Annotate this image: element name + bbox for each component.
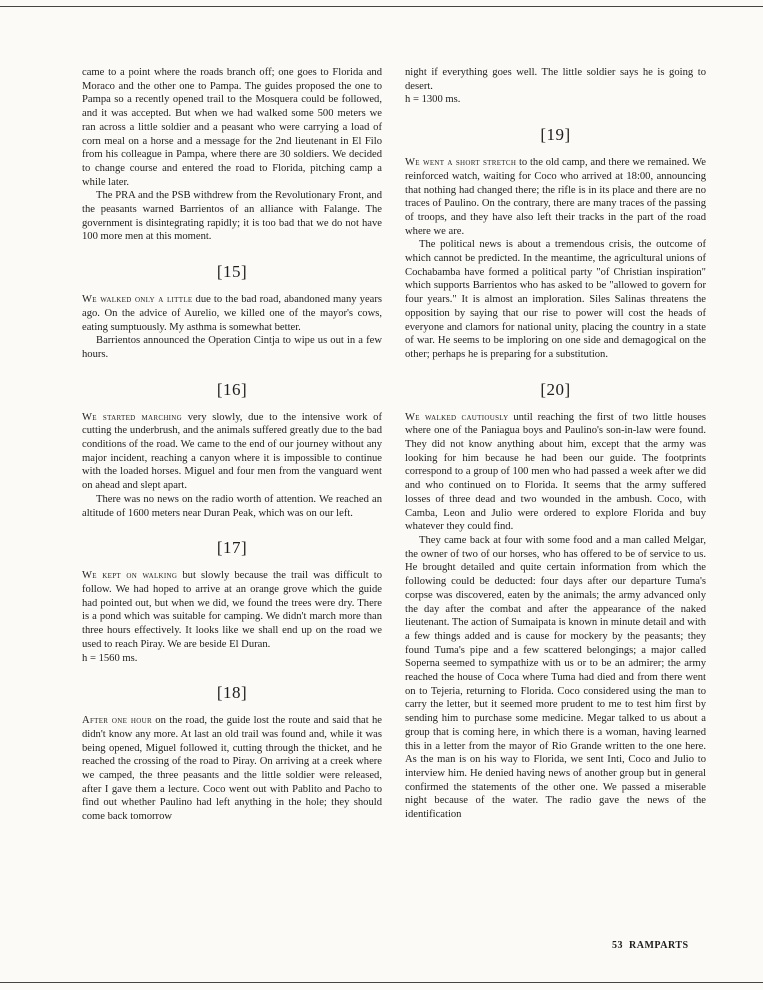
right-column [405,66,706,822]
entry-text: very slowly, due to the intensive work of cutting the underbrush, and the animals suffered greatly due to the bad conditions of the road. We came to the end of our journey without any major incident, reaching a canyon where it is impossible to continue with the loaded horses. Miguel and four men from the vanguard went on ahead and slept apart. [82,411,382,492]
entry-19-paragraph [405,156,706,238]
entry-heading-20: [20] [540,379,571,399]
lead-in: We walked only a little [82,294,193,306]
page-footer [612,940,689,951]
paragraph: They came back at four with some food and a man called Melgar, the owner of two of our horses, who has offered to be of service to us. He brought detailed and quite certain information from which the following could be deducted: four days after our departure Tuma's corpse was discovered, eaten by the animals; the army advanced only the day after the combat and after the appearance of the naked lieutenant. The action of Sumaipata is known in minute detail and with a few things added and is cause for mockery by the peasants; they found Tuma's pipe and a few scattered belongings; a major called Soperna seemed to sympathize with us or to be an admirer; the army reached the house of Coca where Tuma had died and from there went on to Tejeria, returning to Florida. Coco considered using the man to carry the letter, but it seemed more prudent to me to test him first by sending him to purchase some medicine. Megar talked to us about a group that is coming here, in which there is a woman, having learned this in a letter from the mayor of Rio Grande written to the one here. As the man is on his way to Florida, we sent Inti, Coco and Julio to interview him. He denied having news of another group but in general confirmed the statements of the other one. We passed a miserable night because of the water. The radio gave the news of the identification [405,534,706,821]
paragraph: Barrientos announced the Operation Cintja to wipe us out in a few hours. [82,335,382,360]
paragraph: night if everything goes well. The little soldier says he is going to desert. [405,67,706,92]
lead-in: We kept on walking [82,570,178,582]
left-column [82,66,382,824]
entry-15-paragraph [82,293,382,334]
entry-heading-17: [17] [216,538,248,558]
magazine-name: RAMPARTS [629,940,689,951]
entry-text: on the road, the guide lost the route and said that he didn't know any more. At last an old trail was found and, while it was being opened, Miguel followed it, cutting through the thicket, and he reached the crossing of the road to Piray. On arriving at a creek where we camped, the three peasants and the little soldier were released, after I gave them a lecture. Coco went out with Pablito and Pacho to find out whether Paulino had left anything in the hole; they should come back tomorrow [82,715,383,823]
entry-text: to the old camp, and there we remained. We reinforced watch, waiting for Coco who arrived at 18:00, announcing that nothing had changed there; the rifle is in its place and there are no traces of Paulino. On the contrary, there are many traces of the passing of troops, and they have also left their tracks in the part of the road where we are. [405,157,706,237]
entry-text: but slowly because the trail was difficult to follow. We had hoped to arrive at an orange grove which the guide had pointed out, but when we did, we found the trees were dry. There is a pond which was suitable for camping. We didn't march more than three hours effectively. It looks like we shall end up on the road we used to reach Piray. We are beside El Duran. [82,570,383,650]
lead-in: After one hour [82,715,152,727]
paragraph: The PRA and the PSB withdrew from the Revolutionary Front, and the peasants warned Barrientos of an alliance with Falange. The government is disintegrating rapidly; it is too bad that we do not have 100 more men at this moment. [82,190,382,243]
entry-heading-16: [16] [216,379,248,399]
entry-heading-19: [19] [540,125,571,145]
altitude-note: h = 1300 ms. [405,94,461,106]
entry-16-paragraph [82,411,382,493]
page-number: 53 [612,940,623,951]
lead-in: We started marching [82,411,183,423]
entry-heading-15: [15] [216,262,248,282]
entry-17-paragraph [82,569,382,651]
top-rule [0,6,763,7]
entry-text: until reaching the first of two little houses where one of the Paniagua boys and Paulino's son-in-law were found. They did not know anything about him, except that the army was looking for him because he had been our guide. The footprints correspond to a group of 100 men who had passed a week after we did and who continued on to Florida. It seems that the army suffered losses of three dead and two wounded in the ambush. Coco, with Camba, Leon and Julio were ordered to explore Florida and buy whatever they could find. [405,411,706,533]
paragraph: There was no news on the radio worth of attention. We reached an altitude of 1600 meters near Duran Peak, which was on our left. [82,493,382,519]
paragraph: The political news is about a tremendous crisis, the outcome of which cannot be predicted. In the meantime, the agricultural unions of Cochabamba have formed a political party "of Christian inspiration" which supports Barrientos who has asked to be "allowed to govern for four years." It is almost an imploration. Siles Salinas threatens the opposition by saying that our rise to power will cost the heads of everyone and clamors for national unity, placing the country in a state of war. He seems to be imploring on one side and demagogical on the other; perhaps he is preparing for a substitution. [405,239,706,360]
entry-heading-18: [18] [216,683,248,703]
entry-20-paragraph [405,411,706,534]
lead-in: We walked cautiously [405,411,509,423]
paragraph: came to a point where the roads branch off; one goes to Florida and Moraco and the other one to Pampa. The guides proposed the one to Pampa so a recently opened trail to the Mosquera could be followed, and it was accepted. But when we had walked some 500 meters we ran across a little soldier and a peasant who were carrying a load of corn meal on a horse and a message for the 2nd lieutenant in El Filo from his colleague in Pampa, where there are 30 soldiers. We decided to change course and entered the road to Florida, pitching camp a while later. [82,67,382,188]
bottom-rule [0,982,763,983]
altitude-note: h = 1560 ms. [82,652,138,664]
lead-in: We went a short stretch [405,157,517,169]
entry-text: due to the bad road, abandoned many years ago. On the advice of Aurelio, we killed one of the mayor's cows, eating sumptuously. My asthma is somewhat better. [82,294,382,333]
entry-18-paragraph [82,714,382,824]
